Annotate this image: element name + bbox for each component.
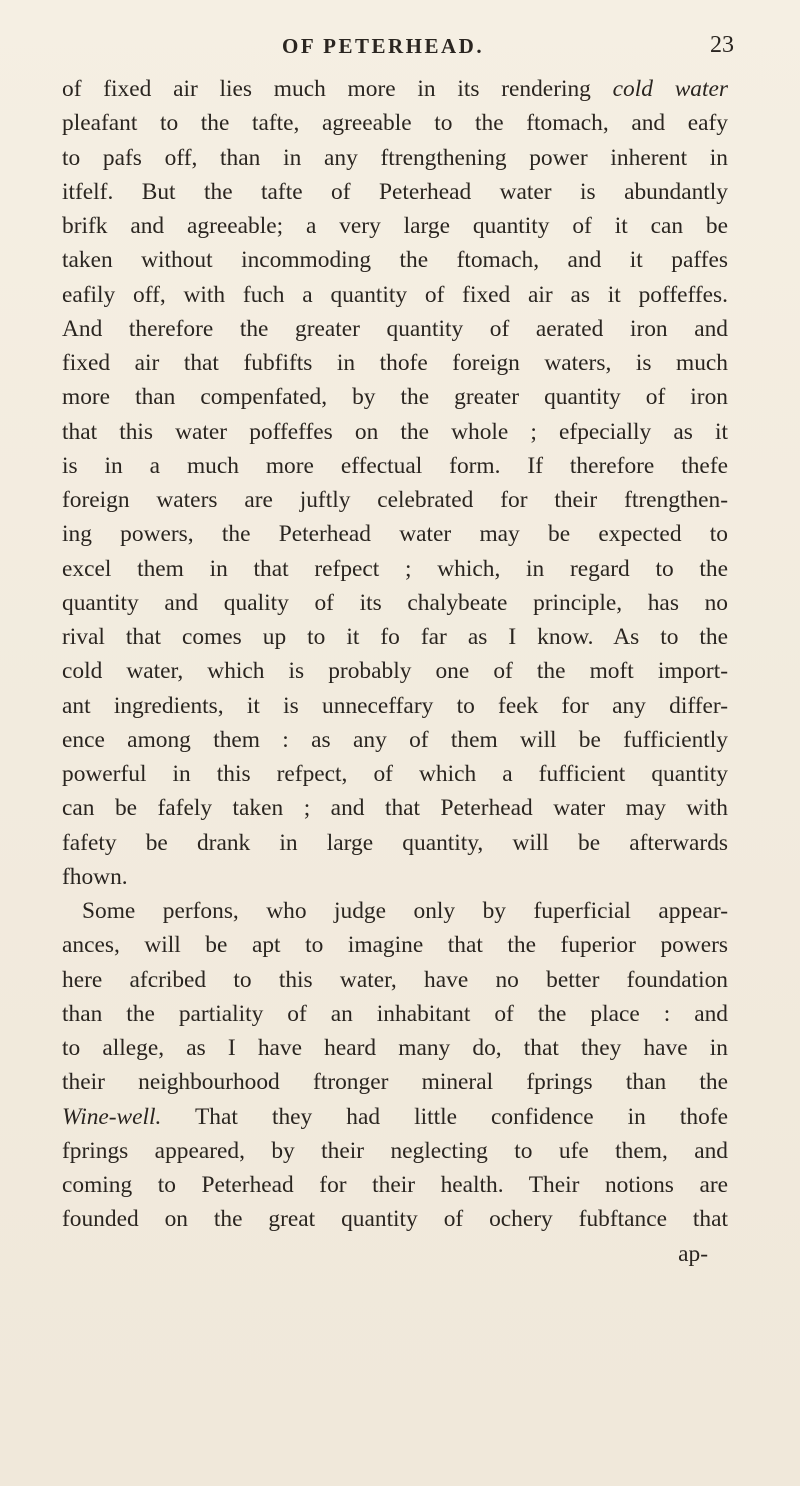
- text-line: [62, 654, 728, 688]
- text-segment: And therefore the greater quantity of aerated iron and: [62, 315, 728, 342]
- text-segment: is in a much more effectual form. If therefore thefe: [62, 452, 728, 479]
- text-segment: pleafant to the tafte, agreeable to the ftomach, and eafy: [62, 110, 728, 137]
- text-line: [62, 312, 728, 346]
- text-segment: excel them in that refpect ; which, in regard to the: [62, 555, 728, 582]
- text-line: [62, 278, 728, 312]
- italic-text: cold water: [612, 76, 728, 102]
- text-line: [62, 689, 728, 723]
- text-line: [62, 826, 728, 860]
- text-segment: ap-: [678, 1240, 708, 1267]
- text-segment: of fixed air lies much more in its rendering: [62, 76, 613, 102]
- text-segment: ence among them : as any of them will be fufficiently: [62, 726, 728, 753]
- text-line: [62, 723, 728, 757]
- text-line: [62, 1134, 728, 1168]
- text-line: [62, 860, 728, 894]
- text-segment: to allege, as I have heard many do, that they have in: [62, 1035, 728, 1061]
- text-line: [62, 791, 728, 825]
- catchword: [62, 1237, 728, 1271]
- text-line: [62, 1065, 728, 1099]
- text-line: [62, 243, 728, 277]
- text-line: [62, 209, 728, 243]
- text-line: [62, 346, 728, 380]
- text-line: [62, 449, 728, 483]
- text-segment: can be fafely taken ; and that Peterhead water may with: [62, 795, 728, 822]
- text-segment: founded on the great quantity of ochery fubftance that: [62, 1206, 728, 1233]
- text-line: [62, 141, 728, 175]
- text-segment: their neighbourhood ftronger mineral fprings than the: [62, 1069, 728, 1096]
- text-line: [62, 517, 728, 551]
- text-line: [62, 1168, 728, 1202]
- running-title: OF PETERHEAD.: [282, 34, 485, 58]
- text-segment: That they had little confidence in thofe: [161, 1103, 728, 1130]
- running-head: [0, 34, 800, 66]
- text-segment: taken without incommoding the ftomach, and it paffes: [62, 247, 728, 274]
- text-line: [62, 552, 728, 586]
- italic-text: Wine-well.: [62, 1103, 162, 1130]
- text-segment: ant ingredients, it is unneceffary to feek for any differ-: [62, 692, 728, 719]
- text-line: [62, 1202, 728, 1236]
- text-line: [62, 483, 728, 517]
- text-segment: that this water poffeffes on the whole ; efpecially as it: [62, 418, 728, 445]
- text-line: [62, 415, 728, 449]
- text-line: [62, 928, 728, 962]
- text-segment: fhown.: [62, 863, 128, 890]
- text-segment: quantity and quality of its chalybeate principle, has no: [62, 589, 728, 616]
- text-segment: than the partiality of an inhabitant of the place : and: [62, 1000, 728, 1027]
- text-segment: ing powers, the Peterhead water may be expected to: [62, 521, 728, 548]
- text-segment: ances, will be apt to imagine that the fuperior powers: [62, 932, 728, 959]
- text-line: [62, 997, 728, 1031]
- text-segment: fafety be drank in large quantity, will be afterwards: [62, 829, 728, 856]
- text-segment: fixed air that fubfifts in thofe foreign waters, is much: [62, 350, 728, 376]
- text-segment: cold water, which is probably one of the moft import-: [62, 658, 728, 685]
- text-line: [62, 894, 728, 928]
- text-line: [62, 963, 728, 997]
- text-line: [62, 380, 728, 414]
- text-segment: eafily off, with fuch a quantity of fixed air as it poffeffes.: [62, 281, 728, 308]
- text-line: [62, 106, 728, 140]
- text-segment: brifk and agreeable; a very large quantity of it can be: [62, 213, 728, 239]
- text-line: [62, 72, 728, 106]
- text-segment: coming to Peterhead for their health. Their notions are: [62, 1172, 728, 1198]
- text-line: [62, 620, 728, 654]
- text-segment: more than compenfated, by the greater quantity of iron: [62, 384, 728, 411]
- text-segment: foreign waters are juftly celebrated for their ftrengthen-: [62, 487, 728, 513]
- page-number: 23: [710, 32, 734, 58]
- text-segment: to pafs off, than in any ftrengthening power inherent in: [62, 144, 728, 171]
- body-text: [62, 72, 728, 1271]
- text-line: [62, 757, 728, 791]
- text-segment: Some perfons, who judge only by fuperficial appear-: [82, 898, 728, 924]
- text-line: [62, 1100, 728, 1134]
- text-segment: here afcribed to this water, have no better foundation: [62, 966, 728, 993]
- text-line: [62, 1031, 728, 1065]
- text-segment: powerful in this refpect, of which a fufficient quantity: [62, 761, 728, 787]
- text-segment: fprings appeared, by their neglecting to ufe them, and: [62, 1137, 728, 1164]
- text-line: [62, 175, 728, 209]
- text-line: [62, 586, 728, 620]
- text-segment: itfelf. But the tafte of Peterhead water is abundantly: [62, 178, 728, 205]
- text-segment: rival that comes up to it fo far as I know. As to the: [62, 624, 728, 650]
